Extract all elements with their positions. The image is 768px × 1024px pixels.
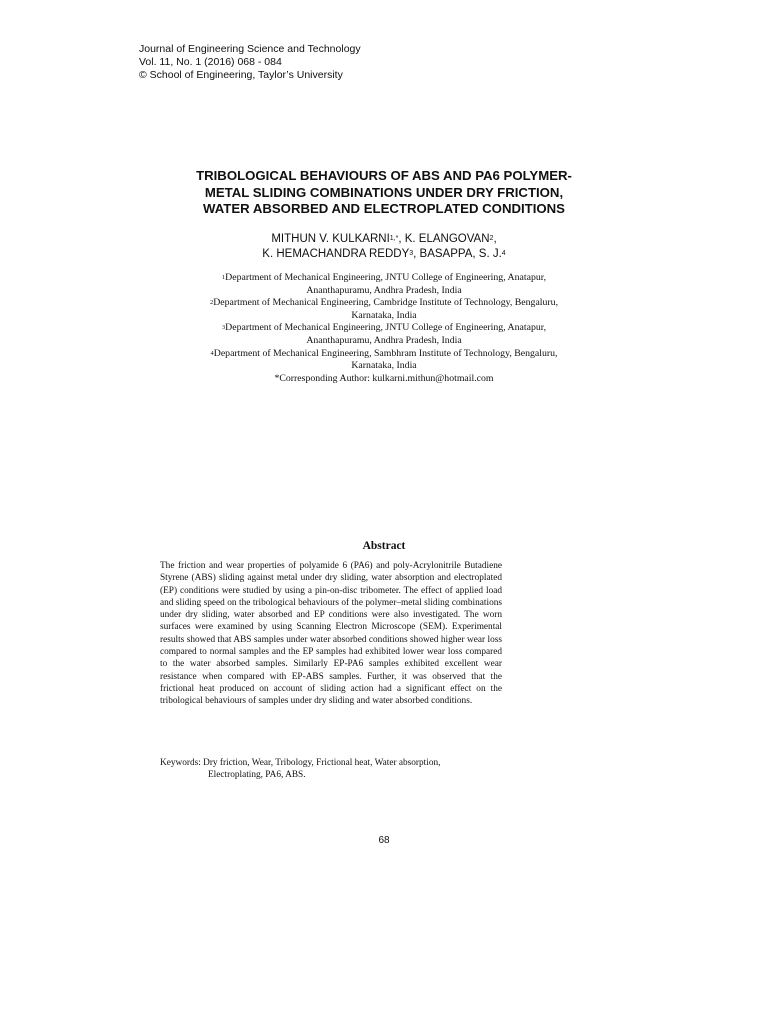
affiliation-text: Department of Mechanical Engineering, Cambridge Institute of Technology, Bengaluru,	[213, 297, 559, 309]
abstract-heading: Abstract	[362, 540, 406, 552]
author-superscript: 2	[489, 235, 494, 242]
journal-name: Journal of Engineering Science and Technology	[139, 43, 361, 55]
affiliation-line: Ananthapuramu, Andhra Pradesh, India	[306, 284, 462, 296]
paper-title	[120, 168, 648, 218]
keywords-label: Keywords:	[160, 758, 201, 768]
journal-header	[139, 43, 361, 82]
title-line-2: METAL SLIDING COMBINATIONS UNDER DRY FRICTION,	[204, 184, 564, 200]
affiliation-number: 3	[221, 324, 226, 332]
author-superscript: 1,*	[389, 235, 399, 242]
affiliation-text: Department of Mechanical Engineering, Sambhram Institute of Technology, Bengaluru,	[213, 347, 558, 359]
author-separator: ,	[398, 233, 405, 245]
affiliation-text: Department of Mechanical Engineering, JNTU College of Engineering, Anatapur,	[225, 322, 547, 334]
affiliation-line	[120, 322, 648, 335]
author-superscript: 3	[409, 250, 414, 257]
affiliation-number: 4	[210, 349, 214, 357]
author-list	[120, 232, 648, 262]
keywords-text: Dry friction, Wear, Tribology, Frictional heat, Water absorption,	[203, 758, 441, 768]
author-separator: ,	[493, 233, 497, 245]
author-name: BASAPPA, S. J.	[419, 248, 502, 260]
affiliations	[120, 272, 648, 385]
author-line-2	[120, 247, 648, 262]
abstract-body: The friction and wear properties of polyamide 6 (PA6) and poly-Acrylonitrile Butadiene Styrene (ABS) sliding against metal under dry sliding, water absorption and electroplated (EP) conditions were studied by using a pin-on-disc tribometer. The effect of applied load and sliding speed on the tribological behaviours of the polymer–metal sliding combinations under dry sliding, water absorbed and EP conditions were also investigated. The worn surfaces were examined by using Scanning Electron Microscope (SEM). Experimental results showed that ABS samples under water absorbed conditions showed higher wear loss compared to normal samples and the EP samples had exhibited lower wear loss compared to the water absorbed samples. Similarly EP-PA6 samples exhibited excellent wear resistance when compared with EP-ABS samples. Further, it was observed that the frictional heat produced on account of sliding action had a significant effect on the tribological behaviours of samples under dry sliding and water absorbed conditions.	[160, 561, 502, 707]
author-superscript: 4	[501, 250, 506, 257]
affiliation-number: 1	[221, 274, 226, 281]
affiliation-line	[120, 272, 648, 285]
keywords-line-1	[160, 757, 502, 769]
author-name: K. HEMACHANDRA REDDY	[262, 248, 410, 260]
author-name: K. ELANGOVAN	[404, 233, 490, 245]
affiliation-line: Karnataka, India	[351, 309, 417, 321]
affiliation-line: Karnataka, India	[351, 360, 417, 372]
keywords	[160, 757, 502, 782]
page-number: 68	[378, 835, 390, 846]
affiliation-line	[120, 348, 648, 361]
keywords-line-2: Electroplating, PA6, ABS.	[208, 770, 306, 781]
title-line-3: WATER ABSORBED AND ELECTROPLATED CONDITIONS	[203, 201, 565, 216]
affiliation-number: 2	[209, 299, 214, 307]
title-line-1: TRIBOLOGICAL BEHAVIOURS OF ABS AND PA6 POLYMER-	[196, 168, 572, 183]
affiliation-line	[120, 297, 648, 310]
author-line-1	[120, 232, 648, 247]
journal-publisher: © School of Engineering, Taylor’s University	[139, 69, 343, 81]
affiliation-text: Department of Mechanical Engineering, JNTU College of Engineering, Anatapur,	[225, 272, 547, 283]
author-name: MITHUN V. KULKARNI	[271, 233, 390, 245]
affiliation-line: Ananthapuramu, Andhra Pradesh, India	[306, 334, 462, 346]
corresponding-author: *Corresponding Author: kulkarni.mithun@hotmail.com	[274, 372, 494, 384]
author-separator: ,	[413, 248, 420, 260]
journal-volume: Vol. 11, No. 1 (2016) 068 - 084	[139, 56, 282, 68]
